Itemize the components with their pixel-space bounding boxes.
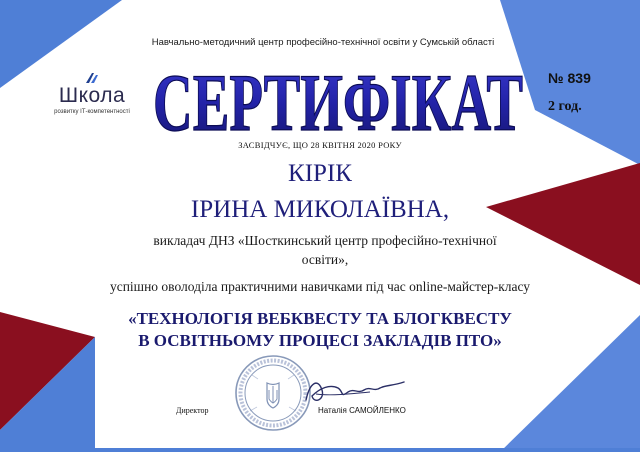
director-name: Наталія САМОЙЛЕНКО — [318, 406, 406, 415]
certificate-title-text: СЕРТИФІКАТ — [153, 57, 523, 148]
course-title-line-1: «ТЕХНОЛОГІЯ ВЕБКВЕСТУ ТА БЛОГКВЕСТУ — [128, 309, 512, 328]
certificate-hours: 2 год. — [548, 99, 582, 114]
director-label: Директор — [176, 406, 209, 415]
organization-header: Навчально-методичний центр професійно-технічної освіти у Сумській області — [151, 37, 495, 48]
recipient-position-line-1: викладач ДНЗ «Шосткинський центр професійно-технічної — [153, 233, 497, 248]
school-logo — [42, 62, 142, 120]
bottom-strip-blue — [0, 448, 640, 452]
certificate-number: № 839 — [548, 70, 591, 86]
director-signature — [300, 370, 410, 410]
recipient-surname: КІРІК — [288, 160, 352, 187]
recipient-position-line-2: освіти», — [301, 252, 349, 267]
logo-subtitle: розвитку ІТ-компетентності — [54, 109, 130, 115]
certificate-title — [148, 48, 528, 148]
achievement-line: успішно оволоділа практичними навичками під час online-майстер-класу — [109, 279, 531, 294]
logo-mark-icon — [84, 71, 100, 85]
date-line: ЗАСВІДЧУЄ, ЩО 28 КВІТНЯ 2020 РОКУ — [238, 140, 402, 150]
recipient-given-names: ІРИНА МИКОЛАЇВНА, — [190, 196, 450, 223]
logo-word: Школа — [58, 84, 126, 107]
course-title-line-2: В ОСВІТНЬОМУ ПРОЦЕСІ ЗАКЛАДІВ ПТО» — [138, 331, 502, 350]
